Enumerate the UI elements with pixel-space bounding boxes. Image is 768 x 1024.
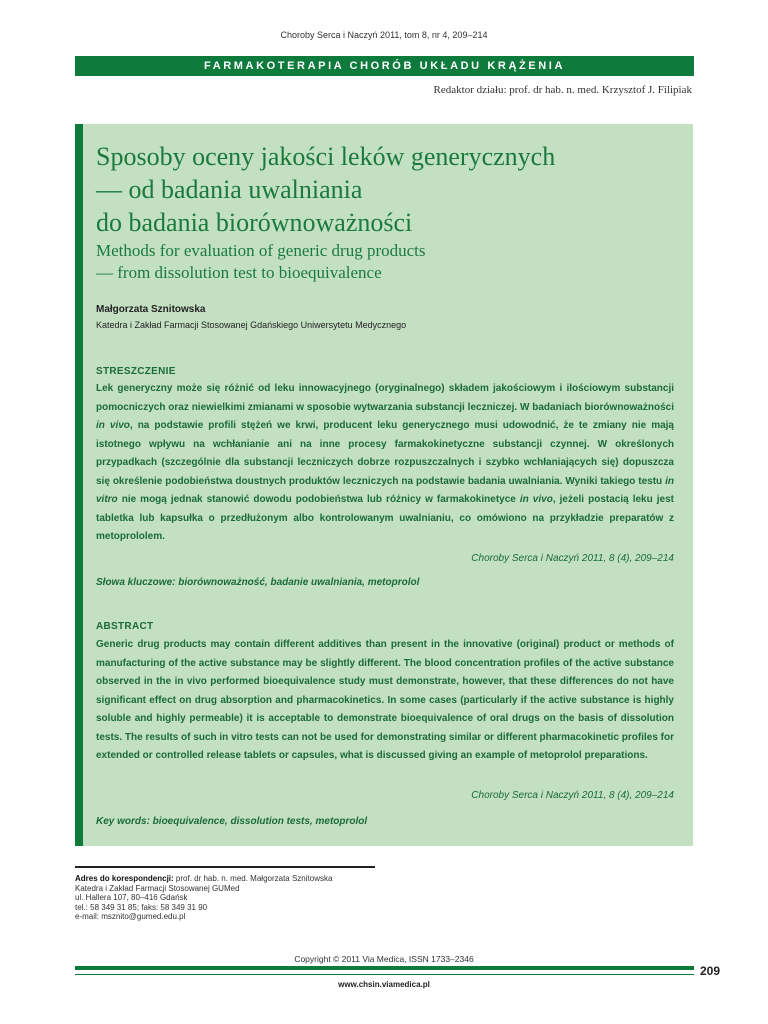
streszczenie-segment: , na podstawie profili stężeń we krwi, producent leku generycznego musi udowodnić, że te zmiany nie mają istotnego wpływu na wchłanianie ani na inne procesy farmakokinetyczne substancji czynnej. W określonych przypadkach (szczególnie dla substancji leczniczych dobrze rozpuszczalnych i szybko wchłaniających się) dopuszcza się określenie podobieństwa doustnych produktów leczniczych na podstawie badania uwalniania. Wyniki takiego testu xyxy=(96,420,674,487)
title-pl-line: Sposoby oceny jakości leków generycznych xyxy=(96,142,556,171)
streszczenie-segment: , jeżeli postacią leku jest tabletka lub kapsułka o przedłużonym albo kontrolowanym uwalnianiu, co omówiono na przykładzie preparatów z metoprololem. xyxy=(96,494,674,542)
title-en-line: — from dissolution test to bioequivalence xyxy=(96,263,382,282)
footer-rule-thin xyxy=(75,974,694,975)
correspondence-line: tel.: 58 349 31 85; faks: 58 349 31 90 xyxy=(75,902,208,912)
author-name: Małgorzata Sznitowska xyxy=(96,304,206,315)
page-number: 209 xyxy=(700,964,721,978)
abstract-citation: Choroby Serca i Naczyń 2011, 8 (4), 209–214 xyxy=(471,790,674,801)
section-bar: FARMAKOTERAPIA CHORÓB UKŁADU KRĄŻENIA xyxy=(75,56,694,76)
streszczenie-text xyxy=(96,380,674,547)
title-pl-line: — od badania uwalniania xyxy=(96,175,363,204)
correspondence-rule xyxy=(75,866,375,868)
correspondence-line: Katedra i Zakład Farmacji Stosowanej GUMed xyxy=(75,883,240,893)
article-title-polish xyxy=(96,140,676,239)
copyright: Copyright © 2011 Via Medica, ISSN 1733–2346 xyxy=(294,954,474,964)
footer-rule xyxy=(75,966,694,970)
streszczenie-italic: in vitro xyxy=(96,475,674,505)
abstract-heading: ABSTRACT xyxy=(96,621,154,632)
streszczenie-heading: STRESZCZENIE xyxy=(96,366,176,377)
correspondence-address xyxy=(75,874,332,922)
correspondence-name: prof. dr hab. n. med. Małgorzata Sznitowska xyxy=(173,874,333,883)
streszczenie-italic: in vivo xyxy=(519,494,553,505)
title-en-line: Methods for evaluation of generic drug products xyxy=(96,241,426,260)
footer-url[interactable]: www.chsin.viamedica.pl xyxy=(338,980,430,989)
journal-citation-header: Choroby Serca i Naczyń 2011, tom 8, nr 4, 209–214 xyxy=(280,30,488,40)
abstract-text: Generic drug products may contain different additives than present in the innovative (original) product or methods of manufacturing of the active substance may be slightly different. The blood concentration profiles of the active substance observed in the in vivo performed bioequivalence study must demonstrate, however, that these differences do not have significant effect on drug absorption and pharmacokinetics. In some cases (particularly if the active substance is highly soluble and highly permeable) it is acceptable to demonstrate bioequivalence of oral drugs on the basis of dissolution tests. The results of such in vitro tests can not be used for demonstrating similar or different pharmacokinetic profiles for extended or controlled release tablets or capsules, what is discussed giving an example of metoprolol preparations. xyxy=(96,639,674,761)
article-title-english xyxy=(96,240,676,284)
correspondence-email: e-mail: msznito@gumed.edu.pl xyxy=(75,912,186,922)
streszczenie-segment: Lek generyczny może się różnić od leku innowacyjnego (oryginalnego) składem jakościowym i ilościowym substancji pomocniczych oraz niewielkimi zmianami w sposobie wytwarzania substancji leczniczej. W badaniach biorównoważności xyxy=(96,383,674,413)
streszczenie-keywords: Słowa kluczowe: biorównoważność, badanie uwalniania, metoprolol xyxy=(96,577,420,588)
author-affiliation: Katedra i Zakład Farmacji Stosowanej Gdańskiego Uniwersytetu Medycznego xyxy=(96,320,407,330)
correspondence-label: Adres do korespondencji: xyxy=(75,874,174,883)
correspondence-line: ul. Hallera 107, 80–416 Gdańsk xyxy=(75,893,188,903)
title-pl-line: do badania biorównoważności xyxy=(96,208,413,237)
streszczenie-citation: Choroby Serca i Naczyń 2011, 8 (4), 209–214 xyxy=(471,553,674,564)
streszczenie-segment: nie mogą jednak stanowić dowodu podobieństwa lub różnicy w farmakokinetyce xyxy=(117,494,520,505)
section-editor: Redaktor działu: prof. dr hab. n. med. Krzysztof J. Filipiak xyxy=(433,84,692,96)
abstract-keywords: Key words: bioequivalence, dissolution tests, metoprolol xyxy=(96,816,368,827)
streszczenie-italic: in vivo xyxy=(96,420,130,431)
